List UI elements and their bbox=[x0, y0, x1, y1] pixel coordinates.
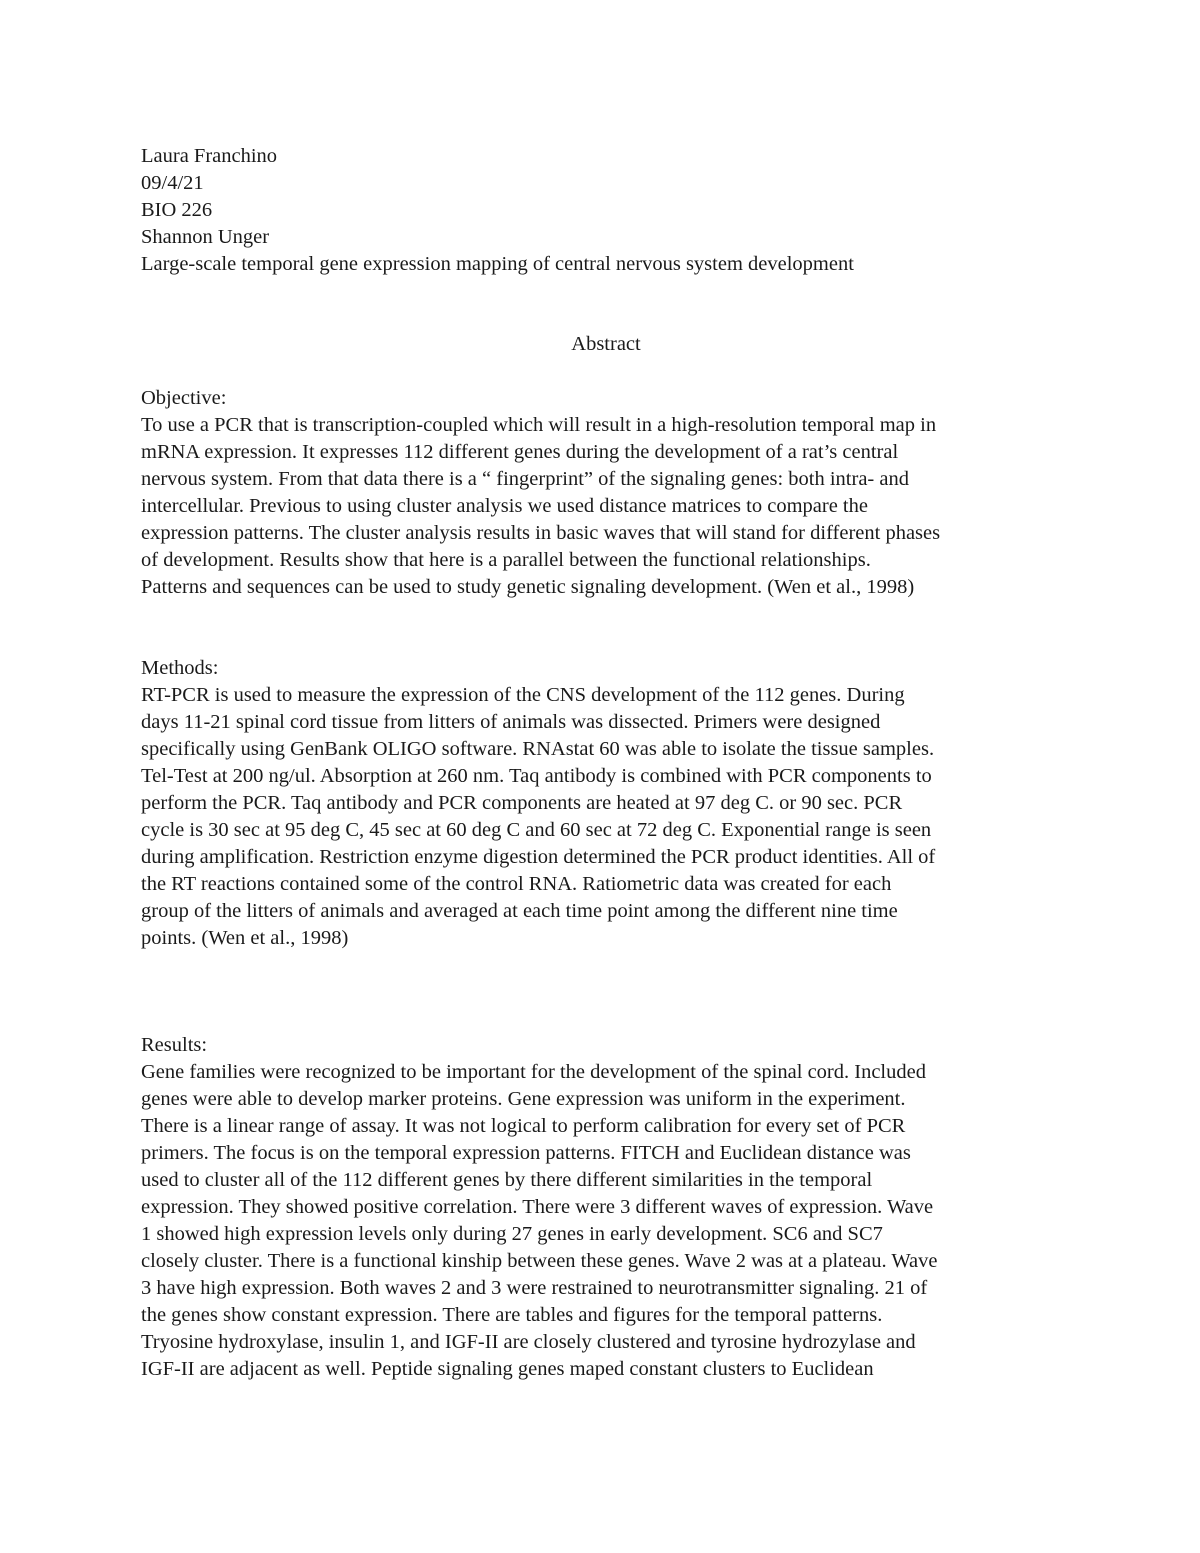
spacer bbox=[141, 278, 1061, 305]
objective-line: nervous system. From that data there is a “ fingerprint” of the signaling genes: both intra- and bbox=[141, 468, 909, 490]
objective-section bbox=[141, 385, 1061, 601]
results-line: Gene families were recognized to be important for the development of the spinal cord. Included bbox=[141, 1061, 926, 1083]
methods-line: days 11-21 spinal cord tissue from litters of animals was dissected. Primers were designed bbox=[141, 711, 881, 733]
results-line: primers. The focus is on the temporal expression patterns. FITCH and Euclidean distance was bbox=[141, 1142, 911, 1164]
results-line: expression. They showed positive correlation. There were 3 different waves of expression. Wave bbox=[141, 1196, 934, 1218]
spacer bbox=[141, 601, 1061, 655]
methods-line: the RT reactions contained some of the control RNA. Ratiometric data was created for each bbox=[141, 873, 892, 895]
spacer bbox=[141, 305, 1061, 331]
objective-line: mRNA expression. It expresses 112 different genes during the development of a rat’s central bbox=[141, 441, 899, 463]
objective-heading: Objective: bbox=[141, 387, 227, 409]
results-section bbox=[141, 1032, 1061, 1383]
abstract-heading: Abstract bbox=[571, 333, 641, 355]
methods-line: specifically using GenBank OLIGO software. RNAstat 60 was able to isolate the tissue samples. bbox=[141, 738, 935, 760]
results-line: closely cluster. There is a functional kinship between these genes. Wave 2 was at a plateau. Wave bbox=[141, 1250, 938, 1272]
results-line: the genes show constant expression. There are tables and figures for the temporal patterns. bbox=[141, 1304, 883, 1326]
results-line: IGF-II are adjacent as well. Peptide signaling genes maped constant clusters to Euclidean bbox=[141, 1358, 874, 1380]
methods-line: points. (Wen et al., 1998) bbox=[141, 927, 349, 949]
methods-line: perform the PCR. Taq antibody and PCR components are heated at 97 deg C. or 90 sec. PCR bbox=[141, 792, 903, 814]
methods-line: group of the litters of animals and averaged at each time point among the different nine time bbox=[141, 900, 898, 922]
methods-heading: Methods: bbox=[141, 657, 219, 679]
methods-section bbox=[141, 655, 1061, 952]
methods-line: Tel-Test at 200 ng/ul. Absorption at 260 nm. Taq antibody is combined with PCR components to bbox=[141, 765, 932, 787]
objective-line: Patterns and sequences can be used to study genetic signaling development. (Wen et al., 1998) bbox=[141, 576, 915, 598]
results-line: 1 showed high expression levels only during 27 genes in early development. SC6 and SC7 bbox=[141, 1223, 883, 1245]
objective-line: of development. Results show that here is a parallel between the functional relationships. bbox=[141, 549, 871, 571]
results-line: There is a linear range of assay. It was not logical to perform calibration for every set of PCR bbox=[141, 1115, 906, 1137]
objective-line: expression patterns. The cluster analysis results in basic waves that will stand for different phases bbox=[141, 522, 941, 544]
results-line: used to cluster all of the 112 different genes by there different similarities in the temporal bbox=[141, 1169, 873, 1191]
results-heading: Results: bbox=[141, 1034, 208, 1056]
objective-line: intercellular. Previous to using cluster analysis we used distance matrices to compare the bbox=[141, 495, 868, 517]
results-line: genes were able to develop marker proteins. Gene expression was uniform in the experiment. bbox=[141, 1088, 906, 1110]
objective-line: To use a PCR that is transcription-coupled which will result in a high-resolution temporal map in bbox=[141, 414, 937, 436]
date: 09/4/21 bbox=[141, 172, 204, 194]
methods-line: during amplification. Restriction enzyme digestion determined the PCR product identities. All of bbox=[141, 846, 936, 868]
results-line: Tryosine hydroxylase, insulin 1, and IGF-II are closely clustered and tyrosine hydrozylase and bbox=[141, 1331, 916, 1353]
methods-line: cycle is 30 sec at 95 deg C, 45 sec at 60 deg C and 60 sec at 72 deg C. Exponential range is seen bbox=[141, 819, 932, 841]
course-code: BIO 226 bbox=[141, 199, 213, 221]
paper-title: Large-scale temporal gene expression mapping of central nervous system development bbox=[141, 253, 854, 275]
spacer bbox=[141, 358, 1061, 385]
spacer bbox=[141, 952, 1061, 1006]
spacer bbox=[141, 1006, 1061, 1032]
methods-line: RT-PCR is used to measure the expression of the CNS development of the 112 genes. During bbox=[141, 684, 905, 706]
document-body bbox=[141, 143, 1061, 1383]
instructor-name: Shannon Unger bbox=[141, 226, 270, 248]
author-name: Laura Franchino bbox=[141, 145, 278, 167]
results-line: 3 have high expression. Both waves 2 and 3 were restrained to neurotransmitter signaling. 21 of bbox=[141, 1277, 928, 1299]
